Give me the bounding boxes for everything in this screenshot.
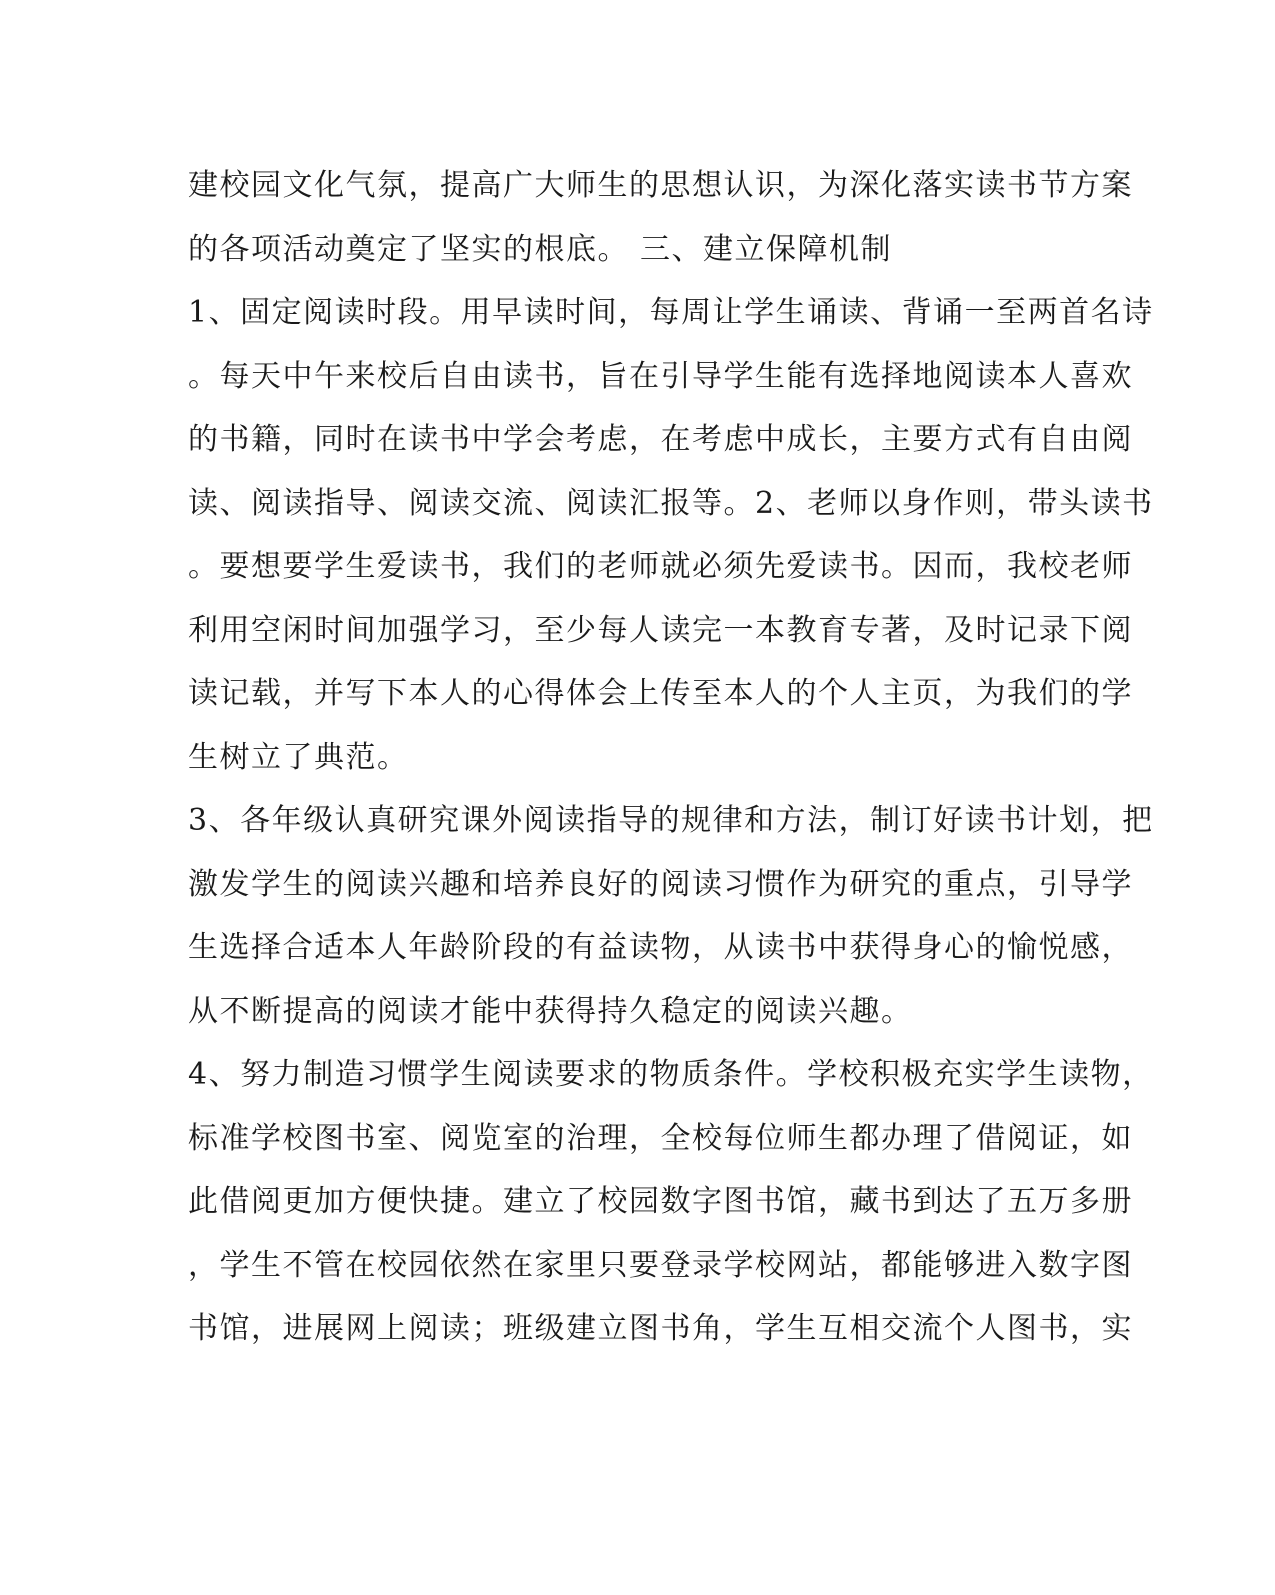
text-line: 。每天中午来校后自由读书，旨在引导学生能有选择地阅读本人喜欢 (188, 358, 1133, 394)
text-line: 4、努力制造习惯学生阅读要求的物质条件。学校积极充实学生读物， (188, 1057, 1154, 1092)
text-line: 1、固定阅读时段。用早读时间，每周让学生诵读、背诵一至两首名诗 (188, 295, 1154, 330)
text-line: 3、各年级认真研究课外阅读指导的规律和方法，制订好读书计划，把 (188, 803, 1154, 838)
text-line: ，学生不管在校园依然在家里只要登录学校网站，都能够进入数字图 (188, 1247, 1133, 1283)
text-line: 读记载，并写下本人的心得体会上传至本人的个人主页，为我们的学 (188, 676, 1133, 711)
text-line: 标准学校图书室、阅览室的治理，全校每位师生都办理了借阅证，如 (188, 1120, 1133, 1156)
text-line: 。要想要学生爱读书，我们的老师就必须先爱读书。因而，我校老师 (188, 549, 1133, 584)
body-text (188, 160, 1154, 1367)
text-line: 建校园文化气氛，提高广大师生的思想认识，为深化落实读书节方案 (188, 168, 1133, 203)
text-line: 书馆，进展网上阅读；班级建立图书角，学生互相交流个人图书，实 (188, 1311, 1133, 1346)
text-line: 此借阅更加方便快捷。建立了校园数字图书馆，藏书到达了五万多册 (188, 1184, 1133, 1219)
text-line: 的书籍，同时在读书中学会考虑，在考虑中成长，主要方式有自由阅 (188, 422, 1133, 457)
text-line: 利用空闲时间加强学习，至少每人读完一本教育专著，及时记录下阅 (188, 612, 1133, 648)
text-line: 激发学生的阅读兴趣和培养良好的阅读习惯作为研究的重点，引导学 (188, 866, 1133, 902)
text-line: 从不断提高的阅读才能中获得持久稳定的阅读兴趣。 (188, 993, 913, 1029)
text-line: 生选择合适本人年龄阶段的有益读物，从读书中获得身心的愉悦感， (188, 930, 1133, 965)
text-line: 读、阅读指导、阅读交流、阅读汇报等。2、老师以身作则，带头读书 (188, 485, 1154, 521)
text-line: 生树立了典范。 (188, 739, 409, 775)
text-line: 的各项活动奠定了坚实的根底。 三、建立保障机制 (188, 231, 893, 267)
